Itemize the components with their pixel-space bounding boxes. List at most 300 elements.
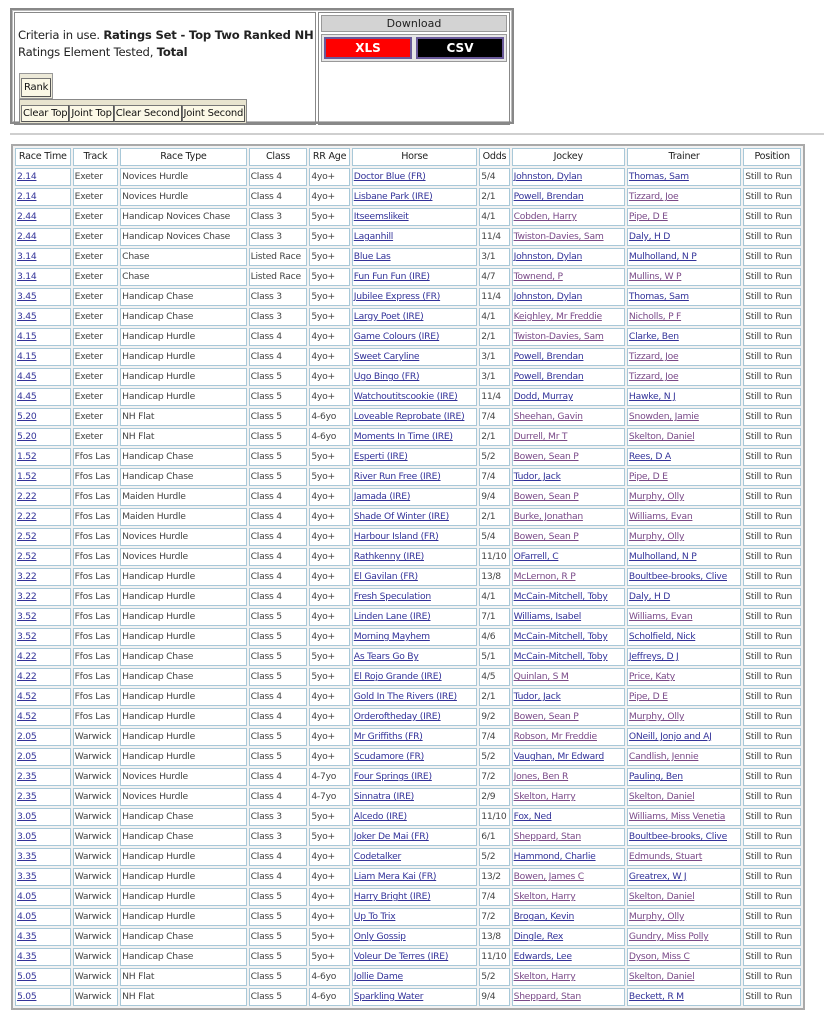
rr-age-cell: 4yo+ bbox=[309, 708, 349, 726]
odds-cell: 13/8 bbox=[479, 568, 509, 586]
trainer-link[interactable]: Thomas, Sam bbox=[628, 291, 689, 302]
rank-button[interactable]: Rank bbox=[21, 78, 51, 97]
jockey-link[interactable]: McLernon, R P bbox=[513, 571, 576, 582]
class-cell: Class 3 bbox=[249, 288, 308, 306]
position-cell: Still to Run bbox=[743, 768, 801, 786]
position-cell: Still to Run bbox=[743, 568, 801, 586]
rr-age-cell: 4yo+ bbox=[309, 588, 349, 606]
rr-age-cell: 5yo+ bbox=[309, 228, 349, 246]
horse-link[interactable]: Largy Poet (IRE) bbox=[353, 311, 424, 322]
jockey-link[interactable]: Skelton, Harry bbox=[513, 971, 576, 982]
position-cell: Still to Run bbox=[743, 928, 801, 946]
trainer-link[interactable]: Snowden, Jamie bbox=[628, 411, 699, 422]
trainer-link[interactable]: Williams, Miss Venetia bbox=[628, 811, 726, 822]
race-time-link[interactable]: 4.05 bbox=[17, 891, 37, 902]
race-time-link[interactable]: 2.05 bbox=[17, 751, 37, 762]
trainer-link[interactable]: Tizzard, Joe bbox=[628, 191, 679, 202]
jockey-cell bbox=[512, 708, 625, 726]
table-row bbox=[15, 248, 801, 266]
trainer-cell bbox=[627, 488, 741, 506]
jockey-link[interactable]: Powell, Brendan bbox=[513, 371, 584, 382]
odds-cell: 5/4 bbox=[479, 528, 509, 546]
table-row bbox=[15, 548, 801, 566]
race-time-link[interactable]: 3.45 bbox=[17, 311, 37, 322]
jockey-cell bbox=[512, 328, 625, 346]
jockey-link[interactable]: Johnston, Dylan bbox=[513, 251, 583, 262]
track-cell: Exeter bbox=[73, 368, 119, 386]
class-cell: Class 5 bbox=[249, 888, 308, 906]
position-cell: Still to Run bbox=[743, 968, 801, 986]
position-cell: Still to Run bbox=[743, 328, 801, 346]
horse-cell bbox=[352, 328, 477, 346]
jockey-link[interactable]: Keighley, Mr Freddie bbox=[513, 311, 602, 322]
jockey-link[interactable]: Tudor, Jack bbox=[513, 471, 561, 482]
race-time-link[interactable]: 3.52 bbox=[17, 611, 37, 622]
trainer-link[interactable]: Daly, H D bbox=[628, 591, 671, 602]
jockey-cell bbox=[512, 668, 625, 686]
horse-link[interactable]: As Tears Go By bbox=[353, 651, 419, 662]
horse-link[interactable]: Jamada (IRE) bbox=[353, 491, 411, 502]
jockey-link[interactable]: OFarrell, C bbox=[513, 551, 559, 562]
criteria-panel bbox=[10, 8, 514, 124]
horse-link[interactable]: Only Gossip bbox=[353, 931, 406, 942]
jockey-link[interactable]: Vaughan, Mr Edward bbox=[513, 751, 604, 762]
jockey-link[interactable]: Powell, Brendan bbox=[513, 351, 584, 362]
rr-age-cell: 4yo+ bbox=[309, 348, 349, 366]
race-time-cell bbox=[15, 168, 71, 186]
jockey-link[interactable]: McCain-Mitchell, Toby bbox=[513, 631, 608, 642]
class-cell: Class 5 bbox=[249, 608, 308, 626]
race-time-link[interactable]: 5.05 bbox=[17, 991, 37, 1002]
position-cell: Still to Run bbox=[743, 548, 801, 566]
trainer-link[interactable]: Jeffreys, D J bbox=[628, 651, 679, 662]
trainer-cell bbox=[627, 788, 741, 806]
odds-cell: 5/2 bbox=[479, 848, 509, 866]
position-cell: Still to Run bbox=[743, 448, 801, 466]
horse-link[interactable]: Scudamore (FR) bbox=[353, 751, 425, 762]
download-header: Download bbox=[321, 15, 507, 32]
trainer-link[interactable]: Murphy, Olly bbox=[628, 911, 685, 922]
jockey-link[interactable]: Johnston, Dylan bbox=[513, 291, 583, 302]
race-time-link[interactable]: 2.35 bbox=[17, 791, 37, 802]
jockey-cell bbox=[512, 948, 625, 966]
horse-link[interactable]: Shade Of Winter (IRE) bbox=[353, 511, 449, 522]
race-time-link[interactable]: 4.52 bbox=[17, 691, 37, 702]
horse-link[interactable]: Jollie Dame bbox=[353, 971, 403, 982]
horse-link[interactable]: Sinnatra (IRE) bbox=[353, 791, 414, 802]
trainer-link[interactable]: Clarke, Ben bbox=[628, 331, 679, 342]
horse-cell bbox=[352, 548, 477, 566]
trainer-link[interactable]: Edmunds, Stuart bbox=[628, 851, 703, 862]
rr-age-cell: 4yo+ bbox=[309, 388, 349, 406]
race-time-link[interactable]: 2.14 bbox=[17, 191, 37, 202]
position-cell: Still to Run bbox=[743, 648, 801, 666]
jockey-link[interactable]: Sheppard, Stan bbox=[513, 831, 581, 842]
horse-link[interactable]: Laganhill bbox=[353, 231, 394, 242]
race-time-link[interactable]: 2.52 bbox=[17, 531, 37, 542]
trainer-link[interactable]: Mulholland, N P bbox=[628, 551, 697, 562]
race-time-link[interactable]: 3.05 bbox=[17, 831, 37, 842]
trainer-link[interactable]: Dyson, Miss C bbox=[628, 951, 690, 962]
jockey-link[interactable]: Bowen, Sean P bbox=[513, 531, 579, 542]
odds-cell: 4/5 bbox=[479, 668, 509, 686]
table-row bbox=[15, 488, 801, 506]
race-time-cell bbox=[15, 628, 71, 646]
trainer-link[interactable]: Mulholland, N P bbox=[628, 251, 697, 262]
jockey-link[interactable]: Johnston, Dylan bbox=[513, 171, 583, 182]
track-cell: Exeter bbox=[73, 248, 119, 266]
position-cell: Still to Run bbox=[743, 988, 801, 1006]
trainer-link[interactable]: Thomas, Sam bbox=[628, 171, 689, 182]
horse-link[interactable]: Voleur De Terres (IRE) bbox=[353, 951, 449, 962]
race-time-link[interactable]: 5.20 bbox=[17, 431, 37, 442]
column-header-jockey: Jockey bbox=[512, 148, 625, 166]
jockey-link[interactable]: Durrell, Mr T bbox=[513, 431, 568, 442]
jockey-cell bbox=[512, 548, 625, 566]
position-cell: Still to Run bbox=[743, 468, 801, 486]
race-time-link[interactable]: 4.45 bbox=[17, 391, 37, 402]
jockey-link[interactable]: Sheppard, Stan bbox=[513, 991, 581, 1002]
horse-cell bbox=[352, 868, 477, 886]
odds-cell: 9/2 bbox=[479, 708, 509, 726]
race-time-link[interactable]: 5.05 bbox=[17, 971, 37, 982]
race-time-link[interactable]: 3.14 bbox=[17, 251, 37, 262]
race-time-link[interactable]: 3.22 bbox=[17, 591, 37, 602]
race-time-link[interactable]: 2.22 bbox=[17, 491, 37, 502]
horse-link[interactable]: Sweet Caryline bbox=[353, 351, 420, 362]
track-cell: Warwick bbox=[73, 948, 119, 966]
race-time-link[interactable]: 2.14 bbox=[17, 171, 37, 182]
race-type-cell: Handicap Hurdle bbox=[120, 608, 246, 626]
trainer-cell bbox=[627, 328, 741, 346]
horse-link[interactable]: Orderoftheday (IRE) bbox=[353, 711, 441, 722]
track-cell: Ffos Las bbox=[73, 448, 119, 466]
horse-link[interactable]: Fresh Speculation bbox=[353, 591, 431, 602]
class-cell: Class 4 bbox=[249, 588, 308, 606]
trainer-cell bbox=[627, 468, 741, 486]
column-header-race-time: Race Time bbox=[15, 148, 71, 166]
jockey-link[interactable]: Skelton, Harry bbox=[513, 791, 576, 802]
trainer-link[interactable]: Hawke, N J bbox=[628, 391, 676, 402]
race-time-link[interactable]: 3.35 bbox=[17, 851, 37, 862]
jockey-cell bbox=[512, 528, 625, 546]
rr-age-cell: 4-7yo bbox=[309, 788, 349, 806]
jockey-link[interactable]: Edwards, Lee bbox=[513, 951, 572, 962]
race-time-cell bbox=[15, 228, 71, 246]
trainer-link[interactable]: Scholfield, Nick bbox=[628, 631, 696, 642]
trainer-link[interactable]: Pauling, Ben bbox=[628, 771, 683, 782]
class-cell: Class 4 bbox=[249, 768, 308, 786]
trainer-link[interactable]: Boultbee-brooks, Clive bbox=[628, 571, 727, 582]
race-time-link[interactable]: 2.22 bbox=[17, 511, 37, 522]
race-time-link[interactable]: 4.52 bbox=[17, 711, 37, 722]
horse-link[interactable]: El Rojo Grande (IRE) bbox=[353, 671, 442, 682]
race-type-cell: Handicap Chase bbox=[120, 668, 246, 686]
position-cell: Still to Run bbox=[743, 608, 801, 626]
jockey-link[interactable]: Jones, Ben R bbox=[513, 771, 569, 782]
rr-age-cell: 4yo+ bbox=[309, 728, 349, 746]
jockey-link[interactable]: Skelton, Harry bbox=[513, 891, 576, 902]
trainer-link[interactable]: Daly, H D bbox=[628, 231, 671, 242]
position-cell: Still to Run bbox=[743, 868, 801, 886]
table-row bbox=[15, 188, 801, 206]
trainer-link[interactable]: Skelton, Daniel bbox=[628, 971, 695, 982]
jockey-cell bbox=[512, 208, 625, 226]
position-cell: Still to Run bbox=[743, 788, 801, 806]
horse-link[interactable]: Doctor Blue (FR) bbox=[353, 171, 426, 182]
trainer-link[interactable]: Murphy, Olly bbox=[628, 711, 685, 722]
table-row bbox=[15, 388, 801, 406]
jockey-link[interactable]: Dodd, Murray bbox=[513, 391, 574, 402]
class-cell: Class 3 bbox=[249, 208, 308, 226]
race-time-link[interactable]: 1.52 bbox=[17, 471, 37, 482]
race-time-link[interactable]: 3.14 bbox=[17, 271, 37, 282]
horse-cell bbox=[352, 748, 477, 766]
horse-link[interactable]: Blue Las bbox=[353, 251, 391, 262]
race-time-link[interactable]: 1.52 bbox=[17, 451, 37, 462]
table-row bbox=[15, 988, 801, 1006]
horse-cell bbox=[352, 268, 477, 286]
horse-link[interactable]: Moments In Time (IRE) bbox=[353, 431, 453, 442]
horse-link[interactable]: Alcedo (IRE) bbox=[353, 811, 407, 822]
trainer-link[interactable]: Williams, Evan bbox=[628, 511, 693, 522]
table-row bbox=[15, 428, 801, 446]
rr-age-cell: 5yo+ bbox=[309, 468, 349, 486]
race-time-cell bbox=[15, 188, 71, 206]
race-type-cell: Handicap Hurdle bbox=[120, 888, 246, 906]
trainer-link[interactable]: Pipe, D E bbox=[628, 691, 668, 702]
odds-cell: 5/2 bbox=[479, 448, 509, 466]
trainer-link[interactable]: Rees, D A bbox=[628, 451, 671, 462]
track-cell: Ffos Las bbox=[73, 648, 119, 666]
trainer-link[interactable]: Skelton, Daniel bbox=[628, 891, 695, 902]
horse-link[interactable]: Morning Mayhem bbox=[353, 631, 430, 642]
race-type-cell: Novices Hurdle bbox=[120, 548, 246, 566]
trainer-link[interactable]: Beckett, R M bbox=[628, 991, 684, 1002]
jockey-cell bbox=[512, 828, 625, 846]
horse-link[interactable]: Mr Griffiths (FR) bbox=[353, 731, 423, 742]
class-cell: Class 5 bbox=[249, 748, 308, 766]
race-type-cell: Chase bbox=[120, 268, 246, 286]
position-cell: Still to Run bbox=[743, 528, 801, 546]
race-time-link[interactable]: 4.45 bbox=[17, 371, 37, 382]
joint-top-button[interactable]: Joint Top bbox=[69, 105, 113, 122]
trainer-link[interactable]: Skelton, Daniel bbox=[628, 431, 695, 442]
jockey-link[interactable]: Quinlan, S M bbox=[513, 671, 569, 682]
jockey-link[interactable]: Robson, Mr Freddie bbox=[513, 731, 597, 742]
position-cell: Still to Run bbox=[743, 168, 801, 186]
rr-age-cell: 4yo+ bbox=[309, 888, 349, 906]
jockey-link[interactable]: Bowen, Sean P bbox=[513, 711, 579, 722]
trainer-cell bbox=[627, 948, 741, 966]
clear-second-button[interactable]: Clear Second bbox=[114, 105, 182, 122]
horse-link[interactable]: Ugo Bingo (FR) bbox=[353, 371, 420, 382]
trainer-link[interactable]: Tizzard, Joe bbox=[628, 371, 679, 382]
horse-link[interactable]: Game Colours (IRE) bbox=[353, 331, 440, 342]
class-cell: Class 4 bbox=[249, 188, 308, 206]
horse-link[interactable]: Codetalker bbox=[353, 851, 402, 862]
race-type-cell: Handicap Hurdle bbox=[120, 568, 246, 586]
horse-link[interactable]: Lisbane Park (IRE) bbox=[353, 191, 433, 202]
track-cell: Exeter bbox=[73, 348, 119, 366]
jockey-link[interactable]: McCain-Mitchell, Toby bbox=[513, 651, 608, 662]
track-cell: Ffos Las bbox=[73, 708, 119, 726]
odds-cell: 11/4 bbox=[479, 388, 509, 406]
trainer-link[interactable]: Boultbee-brooks, Clive bbox=[628, 831, 727, 842]
race-type-cell: Novices Hurdle bbox=[120, 788, 246, 806]
horse-link[interactable]: Fun Fun Fun (IRE) bbox=[353, 271, 430, 282]
race-time-link[interactable]: 3.45 bbox=[17, 291, 37, 302]
track-cell: Ffos Las bbox=[73, 668, 119, 686]
trainer-cell bbox=[627, 888, 741, 906]
race-time-link[interactable]: 2.44 bbox=[17, 231, 37, 242]
horse-link[interactable]: Rathkenny (IRE) bbox=[353, 551, 424, 562]
clear-top-button[interactable]: Clear Top bbox=[21, 105, 69, 122]
trainer-link[interactable]: Pipe, D E bbox=[628, 471, 668, 482]
trainer-link[interactable]: Murphy, Olly bbox=[628, 531, 685, 542]
race-time-cell bbox=[15, 828, 71, 846]
race-type-cell: Handicap Chase bbox=[120, 448, 246, 466]
jockey-link[interactable]: Townend, P bbox=[513, 271, 563, 282]
class-cell: Class 4 bbox=[249, 788, 308, 806]
horse-link[interactable]: Four Springs (IRE) bbox=[353, 771, 432, 782]
race-type-cell: Maiden Hurdle bbox=[120, 488, 246, 506]
position-cell: Still to Run bbox=[743, 808, 801, 826]
class-cell: Class 5 bbox=[249, 908, 308, 926]
jockey-link[interactable]: Burke, Jonathan bbox=[513, 511, 583, 522]
horse-link[interactable]: Liam Mera Kai (FR) bbox=[353, 871, 437, 882]
trainer-cell bbox=[627, 368, 741, 386]
race-time-link[interactable]: 4.22 bbox=[17, 651, 37, 662]
horse-link[interactable]: Watchoutitscookie (IRE) bbox=[353, 391, 458, 402]
class-cell: Class 4 bbox=[249, 868, 308, 886]
jockey-link[interactable]: Twiston-Davies, Sam bbox=[513, 331, 604, 342]
jockey-link[interactable]: Cobden, Harry bbox=[513, 211, 577, 222]
race-time-link[interactable]: 5.20 bbox=[17, 411, 37, 422]
race-time-link[interactable]: 3.05 bbox=[17, 811, 37, 822]
race-time-link[interactable]: 4.22 bbox=[17, 671, 37, 682]
trainer-cell bbox=[627, 268, 741, 286]
horse-link[interactable]: Gold In The Rivers (IRE) bbox=[353, 691, 457, 702]
rr-age-cell: 4yo+ bbox=[309, 508, 349, 526]
trainer-link[interactable]: Nicholls, P F bbox=[628, 311, 682, 322]
jockey-link[interactable]: Brogan, Kevin bbox=[513, 911, 575, 922]
rr-age-cell: 4-6yo bbox=[309, 408, 349, 426]
horse-link[interactable]: Harbour Island (FR) bbox=[353, 531, 439, 542]
race-time-link[interactable]: 3.52 bbox=[17, 631, 37, 642]
jockey-link[interactable]: Williams, Isabel bbox=[513, 611, 582, 622]
results-table-frame bbox=[11, 144, 805, 1010]
trainer-link[interactable]: Candlish, Jennie bbox=[628, 751, 699, 762]
horse-link[interactable]: Linden Lane (IRE) bbox=[353, 611, 431, 622]
column-header-position: Position bbox=[743, 148, 801, 166]
horse-link[interactable]: Joker De Mai (FR) bbox=[353, 831, 429, 842]
trainer-link[interactable]: Gundry, Miss Polly bbox=[628, 931, 709, 942]
jockey-link[interactable]: Hammond, Charlie bbox=[513, 851, 596, 862]
table-row bbox=[15, 648, 801, 666]
jockey-cell bbox=[512, 228, 625, 246]
csv-download-button[interactable]: CSV bbox=[416, 37, 504, 59]
trainer-link[interactable]: Price, Katy bbox=[628, 671, 675, 682]
odds-cell: 9/4 bbox=[479, 488, 509, 506]
jockey-cell bbox=[512, 308, 625, 326]
jockey-link[interactable]: McCain-Mitchell, Toby bbox=[513, 591, 608, 602]
trainer-link[interactable]: Williams, Evan bbox=[628, 611, 693, 622]
race-time-link[interactable]: 4.15 bbox=[17, 351, 37, 362]
race-time-link[interactable]: 4.05 bbox=[17, 911, 37, 922]
trainer-cell bbox=[627, 168, 741, 186]
jockey-link[interactable]: Fox, Ned bbox=[513, 811, 552, 822]
table-row bbox=[15, 888, 801, 906]
race-time-link[interactable]: 3.35 bbox=[17, 871, 37, 882]
odds-cell: 2/1 bbox=[479, 328, 509, 346]
race-time-link[interactable]: 4.15 bbox=[17, 331, 37, 342]
rr-age-cell: 5yo+ bbox=[309, 288, 349, 306]
jockey-link[interactable]: Bowen, Sean P bbox=[513, 491, 579, 502]
trainer-link[interactable]: Skelton, Daniel bbox=[628, 791, 695, 802]
trainer-cell bbox=[627, 408, 741, 426]
trainer-link[interactable]: Pipe, D E bbox=[628, 211, 668, 222]
jockey-link[interactable]: Powell, Brendan bbox=[513, 191, 584, 202]
race-time-link[interactable]: 2.35 bbox=[17, 771, 37, 782]
track-cell: Warwick bbox=[73, 988, 119, 1006]
trainer-link[interactable]: Murphy, Olly bbox=[628, 491, 685, 502]
horse-link[interactable]: Esperti (IRE) bbox=[353, 451, 408, 462]
horse-link[interactable]: Loveable Reprobate (IRE) bbox=[353, 411, 465, 422]
race-time-cell bbox=[15, 388, 71, 406]
race-time-link[interactable]: 3.22 bbox=[17, 571, 37, 582]
race-time-link[interactable]: 4.35 bbox=[17, 951, 37, 962]
odds-cell: 9/4 bbox=[479, 988, 509, 1006]
track-cell: Warwick bbox=[73, 908, 119, 926]
position-cell: Still to Run bbox=[743, 268, 801, 286]
joint-second-button[interactable]: Joint Second bbox=[182, 105, 246, 122]
race-time-link[interactable]: 4.35 bbox=[17, 931, 37, 942]
jockey-cell bbox=[512, 808, 625, 826]
horse-link[interactable]: Sparkling Water bbox=[353, 991, 424, 1002]
horse-link[interactable]: Itseemslikeit bbox=[353, 211, 409, 222]
race-time-link[interactable]: 2.05 bbox=[17, 731, 37, 742]
race-time-cell bbox=[15, 548, 71, 566]
jockey-link[interactable]: Bowen, Sean P bbox=[513, 451, 579, 462]
class-cell: Class 4 bbox=[249, 548, 308, 566]
jockey-link[interactable]: Twiston-Davies, Sam bbox=[513, 231, 604, 242]
jockey-link[interactable]: Dingle, Rex bbox=[513, 931, 564, 942]
jockey-link[interactable]: Tudor, Jack bbox=[513, 691, 561, 702]
horse-link[interactable]: River Run Free (IRE) bbox=[353, 471, 441, 482]
trainer-cell bbox=[627, 808, 741, 826]
horse-link[interactable]: Jubilee Express (FR) bbox=[353, 291, 441, 302]
horse-link[interactable]: Harry Bright (IRE) bbox=[353, 891, 431, 902]
track-cell: Ffos Las bbox=[73, 588, 119, 606]
odds-cell: 3/1 bbox=[479, 348, 509, 366]
jockey-link[interactable]: Bowen, James C bbox=[513, 871, 584, 882]
xls-download-button[interactable]: XLS bbox=[324, 37, 412, 59]
trainer-link[interactable]: Greatrex, W J bbox=[628, 871, 687, 882]
trainer-link[interactable]: Mullins, W P bbox=[628, 271, 682, 282]
horse-link[interactable]: Up To Trix bbox=[353, 911, 396, 922]
jockey-link[interactable]: Sheehan, Gavin bbox=[513, 411, 583, 422]
class-cell: Class 5 bbox=[249, 468, 308, 486]
race-time-cell bbox=[15, 928, 71, 946]
horse-link[interactable]: El Gavilan (FR) bbox=[353, 571, 418, 582]
race-time-link[interactable]: 2.52 bbox=[17, 551, 37, 562]
race-time-link[interactable]: 2.44 bbox=[17, 211, 37, 222]
trainer-link[interactable]: ONeill, Jonjo and AJ bbox=[628, 731, 712, 742]
trainer-link[interactable]: Tizzard, Joe bbox=[628, 351, 679, 362]
column-header-odds: Odds bbox=[479, 148, 509, 166]
trainer-cell bbox=[627, 568, 741, 586]
